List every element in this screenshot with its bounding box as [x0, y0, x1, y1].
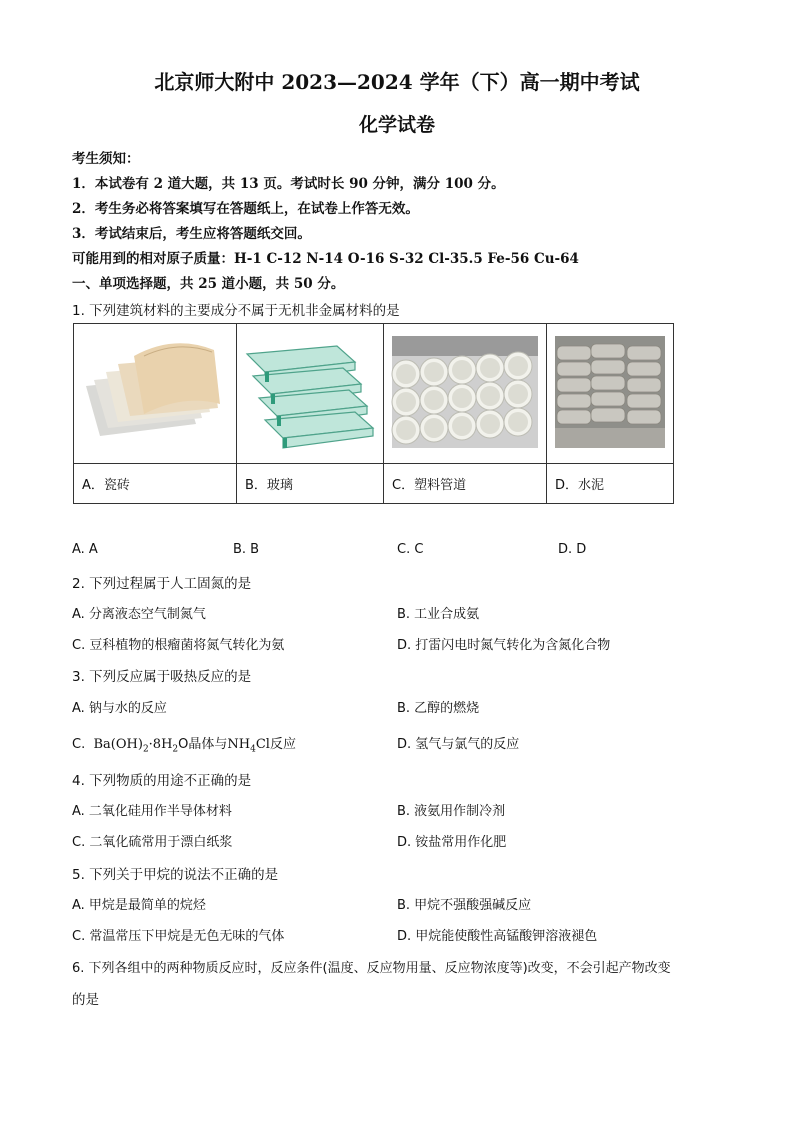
- option: A. 分离液态空气制氮气: [72, 607, 206, 622]
- question-4-stem: 4. 下列物质的用途不正确的是: [72, 773, 252, 789]
- option: C. 豆科植物的根瘤菌将氮气转化为氨: [72, 638, 285, 653]
- table-label: A．瓷砖: [74, 464, 237, 504]
- exam-title: 北京师大附中 2023—2024 学年（下）高一期中考试: [154, 70, 640, 94]
- table-label: C．塑料管道: [384, 464, 547, 504]
- option: B. 甲烷不强酸强碱反应: [397, 898, 532, 913]
- option: D. 打雷闪电时氮气转化为含氮化合物: [397, 638, 611, 653]
- option-chemical-formula: C. $Ba(OH)_2\cdot 8H_2O$晶体与$NH_4Cl$反应: [72, 737, 296, 755]
- question-2-stem: 2. 下列过程属于人工固氮的是: [72, 576, 252, 592]
- option: C. 常温常压下甲烷是无色无味的气体: [72, 929, 285, 944]
- exam-subtitle: 化学试卷: [358, 114, 435, 136]
- option: C. 二氧化硫常用于漂白纸浆: [72, 835, 233, 850]
- plastic-pipe-image: [384, 324, 547, 464]
- atomic-masses: 可能用到的相对原子质量：H-1 C-12 N-14 O-16 S-32 Cl-35.5 Fe-56 Cu-64: [72, 251, 579, 267]
- table-label: B．玻璃: [237, 464, 384, 504]
- option: A. 甲烷是最简单的烷烃: [72, 898, 206, 913]
- question-6-stem-continued: 的是: [72, 992, 99, 1008]
- option: A. A: [72, 542, 98, 557]
- cement-image: [547, 324, 674, 464]
- option: D. D: [558, 542, 587, 557]
- question-6-stem: 6. 下列各组中的两种物质反应时，反应条件(温度、反应物用量、反应物浓度等)改变，不会引起产物改变: [72, 961, 671, 976]
- option: A. 钠与水的反应: [72, 701, 167, 716]
- option: D. 铵盐常用作化肥: [397, 835, 507, 850]
- option: B. B: [233, 542, 260, 557]
- question-5-stem: 5. 下列关于甲烷的说法不正确的是: [72, 867, 279, 883]
- notice-item: 2．考生务必将答案填写在答题纸上，在试卷上作答无效。: [72, 201, 419, 217]
- option: B. 工业合成氨: [397, 607, 480, 622]
- option: D. 甲烷能使酸性高锰酸钾溶液褪色: [397, 929, 598, 944]
- question-3-stem: 3. 下列反应属于吸热反应的是: [72, 669, 252, 685]
- materials-table: [73, 323, 674, 504]
- section-heading: 一、单项选择题，共 25 道小题，共 50 分。: [72, 276, 345, 292]
- question-1-stem: 1. 下列建筑材料的主要成分不属于无机非金属材料的是: [72, 303, 400, 319]
- tile-image: [74, 324, 237, 464]
- notice-heading: 考生须知：: [72, 151, 140, 167]
- option: B. 液氨用作制冷剂: [397, 804, 506, 819]
- glass-image: [237, 324, 384, 464]
- table-label: D．水泥: [547, 464, 674, 504]
- option: B. 乙醇的燃烧: [397, 701, 480, 716]
- option: C. C: [397, 542, 424, 557]
- notice-item: 3．考试结束后，考生应将答题纸交回。: [72, 226, 311, 242]
- notice-item: 1．本试卷有 2 道大题，共 13 页。考试时长 90 分钟，满分 100 分。: [72, 176, 505, 192]
- option: D. 氢气与氯气的反应: [397, 737, 520, 752]
- option: A. 二氧化硅用作半导体材料: [72, 804, 232, 819]
